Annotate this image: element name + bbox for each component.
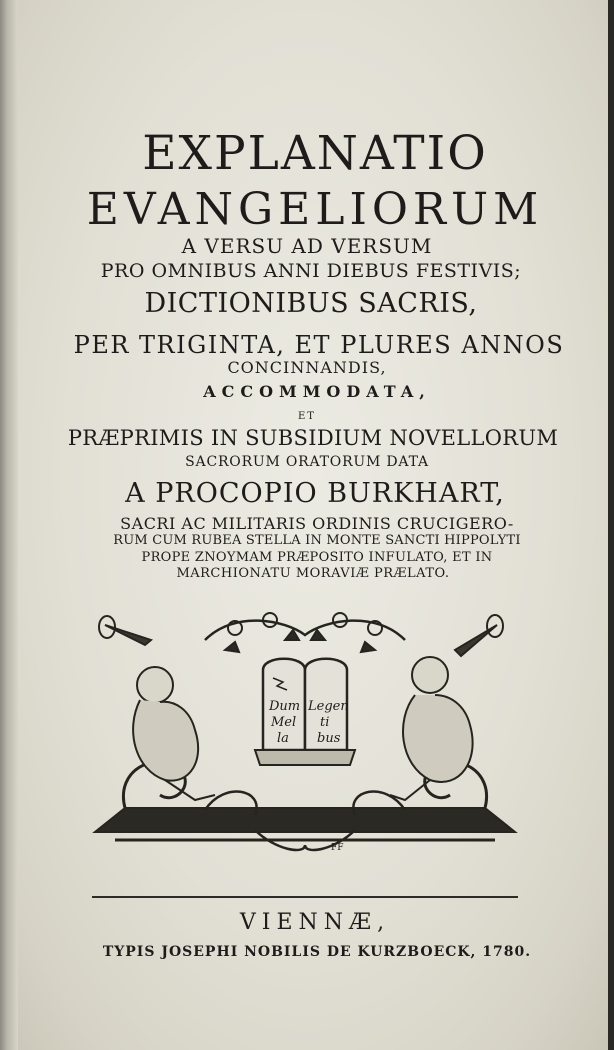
tablet-right-word-1: Legen — [308, 699, 349, 714]
tablet-right-word-2: ti — [320, 715, 330, 730]
author-name: A PROCOPIO BURKHART, — [125, 478, 505, 509]
tablet-left-word-2: Mel — [271, 715, 297, 730]
engraved-vignette — [85, 600, 525, 870]
imprint-rule — [92, 896, 518, 898]
trumpet-right — [455, 625, 497, 656]
imprint-printer: TYPIS JOSEPHI NOBILIS DE KURZBOECK, 1780. — [102, 944, 532, 960]
subtitle-line-9: SACRORUM ORATORUM DATA — [185, 454, 429, 470]
author-title-line-1: SACRI AC MILITARIS ORDINIS CRUCIGERO- — [120, 514, 514, 533]
leaves — [225, 630, 375, 652]
cherub-right-body — [403, 695, 473, 782]
cherub-right-head — [412, 657, 448, 693]
subtitle-line-1: A VERSU AD VERSUM — [181, 234, 433, 258]
main-title-line-2: EVANGELIORUM — [86, 184, 544, 235]
cherub-left-body — [133, 700, 198, 781]
tablet-base — [255, 750, 355, 765]
subtitle-line-3: DICTIONIBUS SACRIS, — [144, 288, 478, 319]
author-title-line-3: PROPE ZNOYMAM PRÆPOSITO INFULATO, ET IN — [141, 550, 493, 565]
cherub-left-head — [137, 667, 173, 703]
tablet-left-word-1: Dum — [269, 699, 301, 714]
foliage-arch — [205, 621, 405, 640]
author-title-line-4: MARCHIONATU MORAVIÆ PRÆLATO. — [176, 566, 450, 581]
subtitle-line-7: ET — [298, 411, 316, 422]
author-title-line-2: RUM CUM RUBEA STELLA IN MONTE SANCTI HIPPOLYTI — [113, 533, 521, 548]
subtitle-line-2: PRO OMNIBUS ANNI DIEBUS FESTIVIS; — [100, 260, 522, 282]
tablet-left-word-3: la — [277, 731, 289, 746]
plinth — [95, 808, 515, 832]
engraver-mark: FF — [331, 843, 344, 853]
subtitle-line-8: PRÆPRIMIS IN SUBSIDIUM NOVELLORUM — [67, 426, 559, 450]
imprint-city: VIENNÆ, — [239, 910, 391, 935]
subtitle-line-4: PER TRIGINTA, ET PLURES ANNOS — [73, 331, 565, 359]
main-title-line-1: EXPLANATIO — [142, 126, 488, 181]
subtitle-line-5: CONCINNANDIS, — [227, 358, 387, 377]
tablet-right-word-3: bus — [317, 731, 341, 746]
subtitle-line-6: ACCOMMODATA, — [203, 382, 431, 401]
